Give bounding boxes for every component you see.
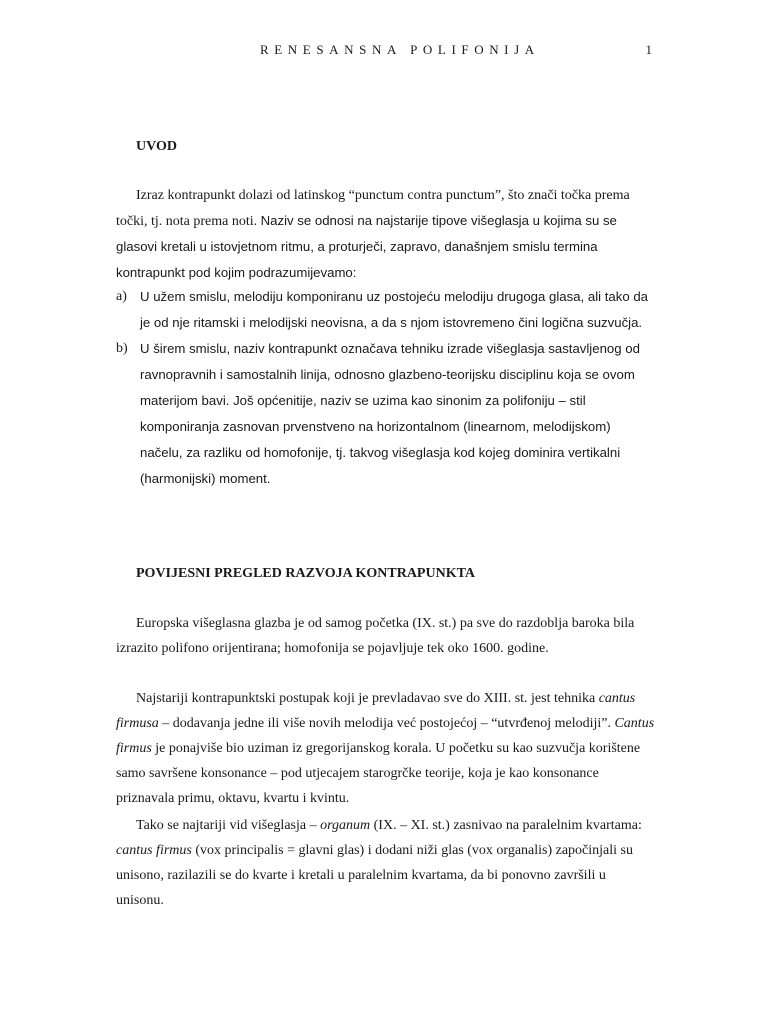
paragraph-history-3	[116, 813, 656, 913]
paragraph-history-3-text-c: (IX. – XI. st.) zasnivao na paralelnim kvartama:	[370, 818, 642, 833]
paragraph-history-2	[116, 686, 656, 811]
term-cantus-firmus: Cantus firmus	[116, 716, 655, 756]
term-cantus-firmus-2: cantus firmus	[116, 843, 192, 858]
paragraph-history-3-text-a: Tako se najtariji vid višeglasja –	[136, 818, 321, 833]
list-item-text: U užem smislu, melodiju komponiranu uz postojeću melodiju drugoga glasa, ali tako da je od nje ritamski i melodijski neovisna, a da s njom istovremeno čini logična suzvučja.	[140, 289, 648, 330]
paragraph-history-1-text: Europska višeglasna glazba je od samog početka (IX. st.) pa sve do razdoblja baroka bila izrazito polifono orijentirana; homofonija se pojavljuje tek oko 1600. godine.	[116, 616, 635, 656]
list-item	[116, 284, 656, 336]
paragraph-history-2-text-e: je ponajviše bio uziman iz gregorijanskog korala. U početku su kao suzvučja korištene samo savršene konsonance – pod utjecajem starogrčke teorije, koja je kao konsonance priznavala primu, oktavu, kvartu i kvintu.	[116, 741, 641, 806]
running-title: RENESANSNA POLIFONIJA	[260, 42, 540, 57]
page-header	[0, 42, 768, 62]
paragraph-intro	[116, 183, 656, 286]
list-marker: b)	[116, 341, 128, 356]
paragraph-history-3-text-e: (vox principalis = glavni glas) i dodani niži glas (vox organalis) započinjali su unisono, razilazili se do kvarte i kretali u paralelnim kvartama, da bi ponovno završili u unisonu.	[116, 843, 633, 908]
paragraph-history-2-text-c: – dodavanja jedne ili više novih melodija već postojećoj – “utvrđenoj melodiji”.	[158, 716, 615, 731]
term-organum: organum	[320, 818, 371, 833]
paragraph-intro-text-a: Izraz kontrapunkt dolazi od latinskog “punctum contra punctum”, što znači točka prema točki, tj. nota prema noti.	[116, 188, 630, 229]
section-heading-uvod: UVOD	[136, 139, 177, 154]
list-item	[116, 336, 656, 492]
list-marker: a)	[116, 289, 127, 304]
definition-list	[116, 284, 656, 492]
term-cantus-firmusa: cantus firmusa	[116, 691, 636, 731]
paragraph-history-2-text-a: Najstariji kontrapunktski postupak koji je prevladavao sve do XIII. st. jest tehnika	[136, 691, 599, 706]
paragraph-intro-text-b: Naziv se odnosi na najstarije tipove višeglasja u kojima su se glasovi kretali u istovjetnom ritmu, a proturječi, zapravo, današnjem smislu termina kontrapunkt pod kojim podrazumijevamo:	[116, 213, 617, 280]
paragraph-history-1	[116, 611, 656, 661]
section-heading-history: POVIJESNI PREGLED RAZVOJA KONTRAPUNKTA	[136, 566, 475, 581]
page-number: 1	[645, 42, 652, 57]
list-item-text: U širem smislu, naziv kontrapunkt označava tehniku izrade višeglasja sastavljenog od ravnopravnih i samostalnih linija, odnosno glazbeno-teorijsku disciplinu koja se ovom materijom bavi. Još općenitije, naziv se uzima kao sinonim za polifoniju – stil komponiranja zasnovan prvenstveno na horizontalnom (linearnom, melodijskom) načelu, za razliku od homofonije, tj. takvog višeglasja kod kojeg dominira vertikalni (harmonijski) moment.	[140, 341, 640, 486]
